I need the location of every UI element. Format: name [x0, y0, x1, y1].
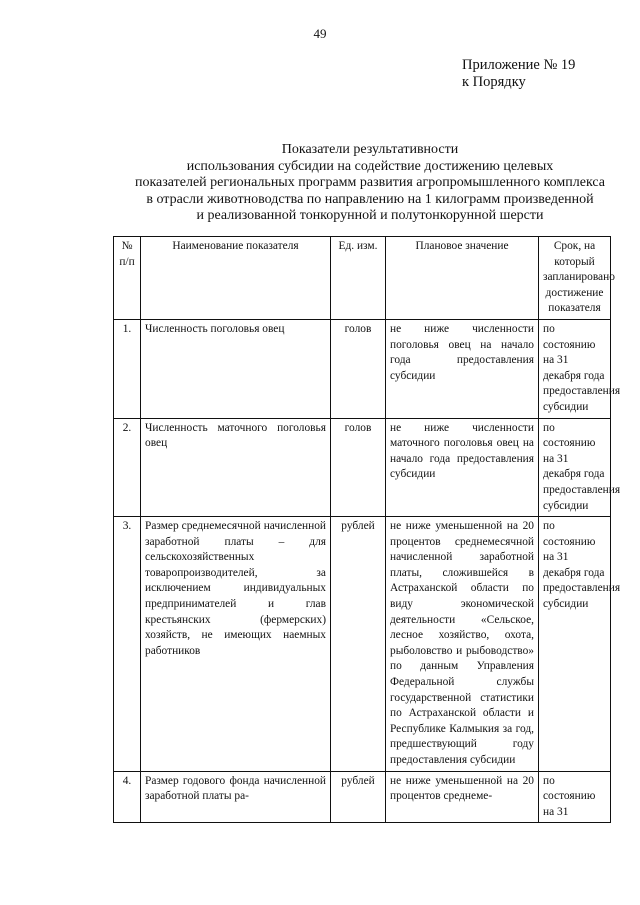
row-4-num: 4.: [114, 771, 141, 823]
table-row: [114, 771, 611, 823]
row-3-unit: рублей: [331, 517, 386, 772]
row-3-plan: не ниже уменьшенной на 20 процентов среднемесячной начисленной заработной платы, сложившейся в Астраханской области по виду экономической деятельности «Сельское, лесное хозяйство, охота, рыболовство и рыбоводство» по данным Управления Федеральной службы государственной статистики по Астраханской области и Республике Калмыкия за год, предшествующий году предоставления субсидии: [386, 517, 539, 772]
row-3-term: по состоянию на 31 декабря года предоставления субсидии: [539, 517, 611, 772]
table-header-row: [114, 237, 611, 320]
appendix-line-1: Приложение № 19: [462, 57, 576, 73]
header-name: Наименование показателя: [141, 237, 331, 320]
title-line-4: в отрасли животноводства по направлению на 1 килограмм произведенной: [146, 191, 594, 207]
row-2-plan: не ниже численности маточного поголовья овец на начало года предоставления субсидии: [386, 418, 539, 517]
table-row: [114, 418, 611, 517]
header-plan: Плановое значение: [386, 237, 539, 320]
row-3-num: 3.: [114, 517, 141, 772]
appendix-line-2: к Порядку: [462, 74, 526, 90]
row-1-unit: голов: [331, 319, 386, 418]
row-4-name: Размер годового фонда начисленной заработной платы ра-: [141, 771, 331, 823]
title-line-1: Показатели результативности: [281, 142, 459, 157]
row-1-term: по состоянию на 31 декабря года предоставления субсидии: [539, 319, 611, 418]
header-unit: Ед. изм.: [331, 237, 386, 320]
header-term: Срок, на который запланировано достижение показателя: [539, 237, 611, 320]
title-line-2: использования субсидии на содействие достижению целевых: [186, 158, 554, 174]
row-2-num: 2.: [114, 418, 141, 517]
row-4-term: по состоянию на 31: [539, 771, 611, 823]
table-row: [114, 517, 611, 772]
indicators-table: [113, 236, 621, 823]
row-2-unit: голов: [331, 418, 386, 517]
row-3-name: Размер среднемесячной начисленной заработной платы – для сельскохозяйственных товаропроизводителей, за исключением индивидуальных предпринимателей и глав крестьянских (фермерских) хозяйств, не имеющих наемных работников: [141, 517, 331, 772]
document-title: [100, 142, 640, 225]
row-2-term: по состоянию на 31 декабря года предоставления субсидии: [539, 418, 611, 517]
title-line-3: показателей региональных программ развития агропромышленного комплекса: [134, 175, 606, 191]
row-1-num: 1.: [114, 319, 141, 418]
row-4-unit: рублей: [331, 771, 386, 823]
appendix-reference: [462, 57, 575, 91]
row-4-plan: не ниже уменьшенной на 20 процентов среднеме-: [386, 771, 539, 823]
table-row: [114, 319, 611, 418]
page-number: 49: [313, 26, 327, 41]
row-1-name: Численность поголовья овец: [141, 319, 331, 418]
row-1-plan: не ниже численности поголовья овец на начало года предоставления субсидии: [386, 319, 539, 418]
title-line-5: и реализованной тонкорунной и полутонкорунной шерсти: [196, 208, 544, 224]
header-num: № п/п: [114, 237, 141, 320]
row-2-name: Численность маточного поголовья овец: [141, 418, 331, 517]
